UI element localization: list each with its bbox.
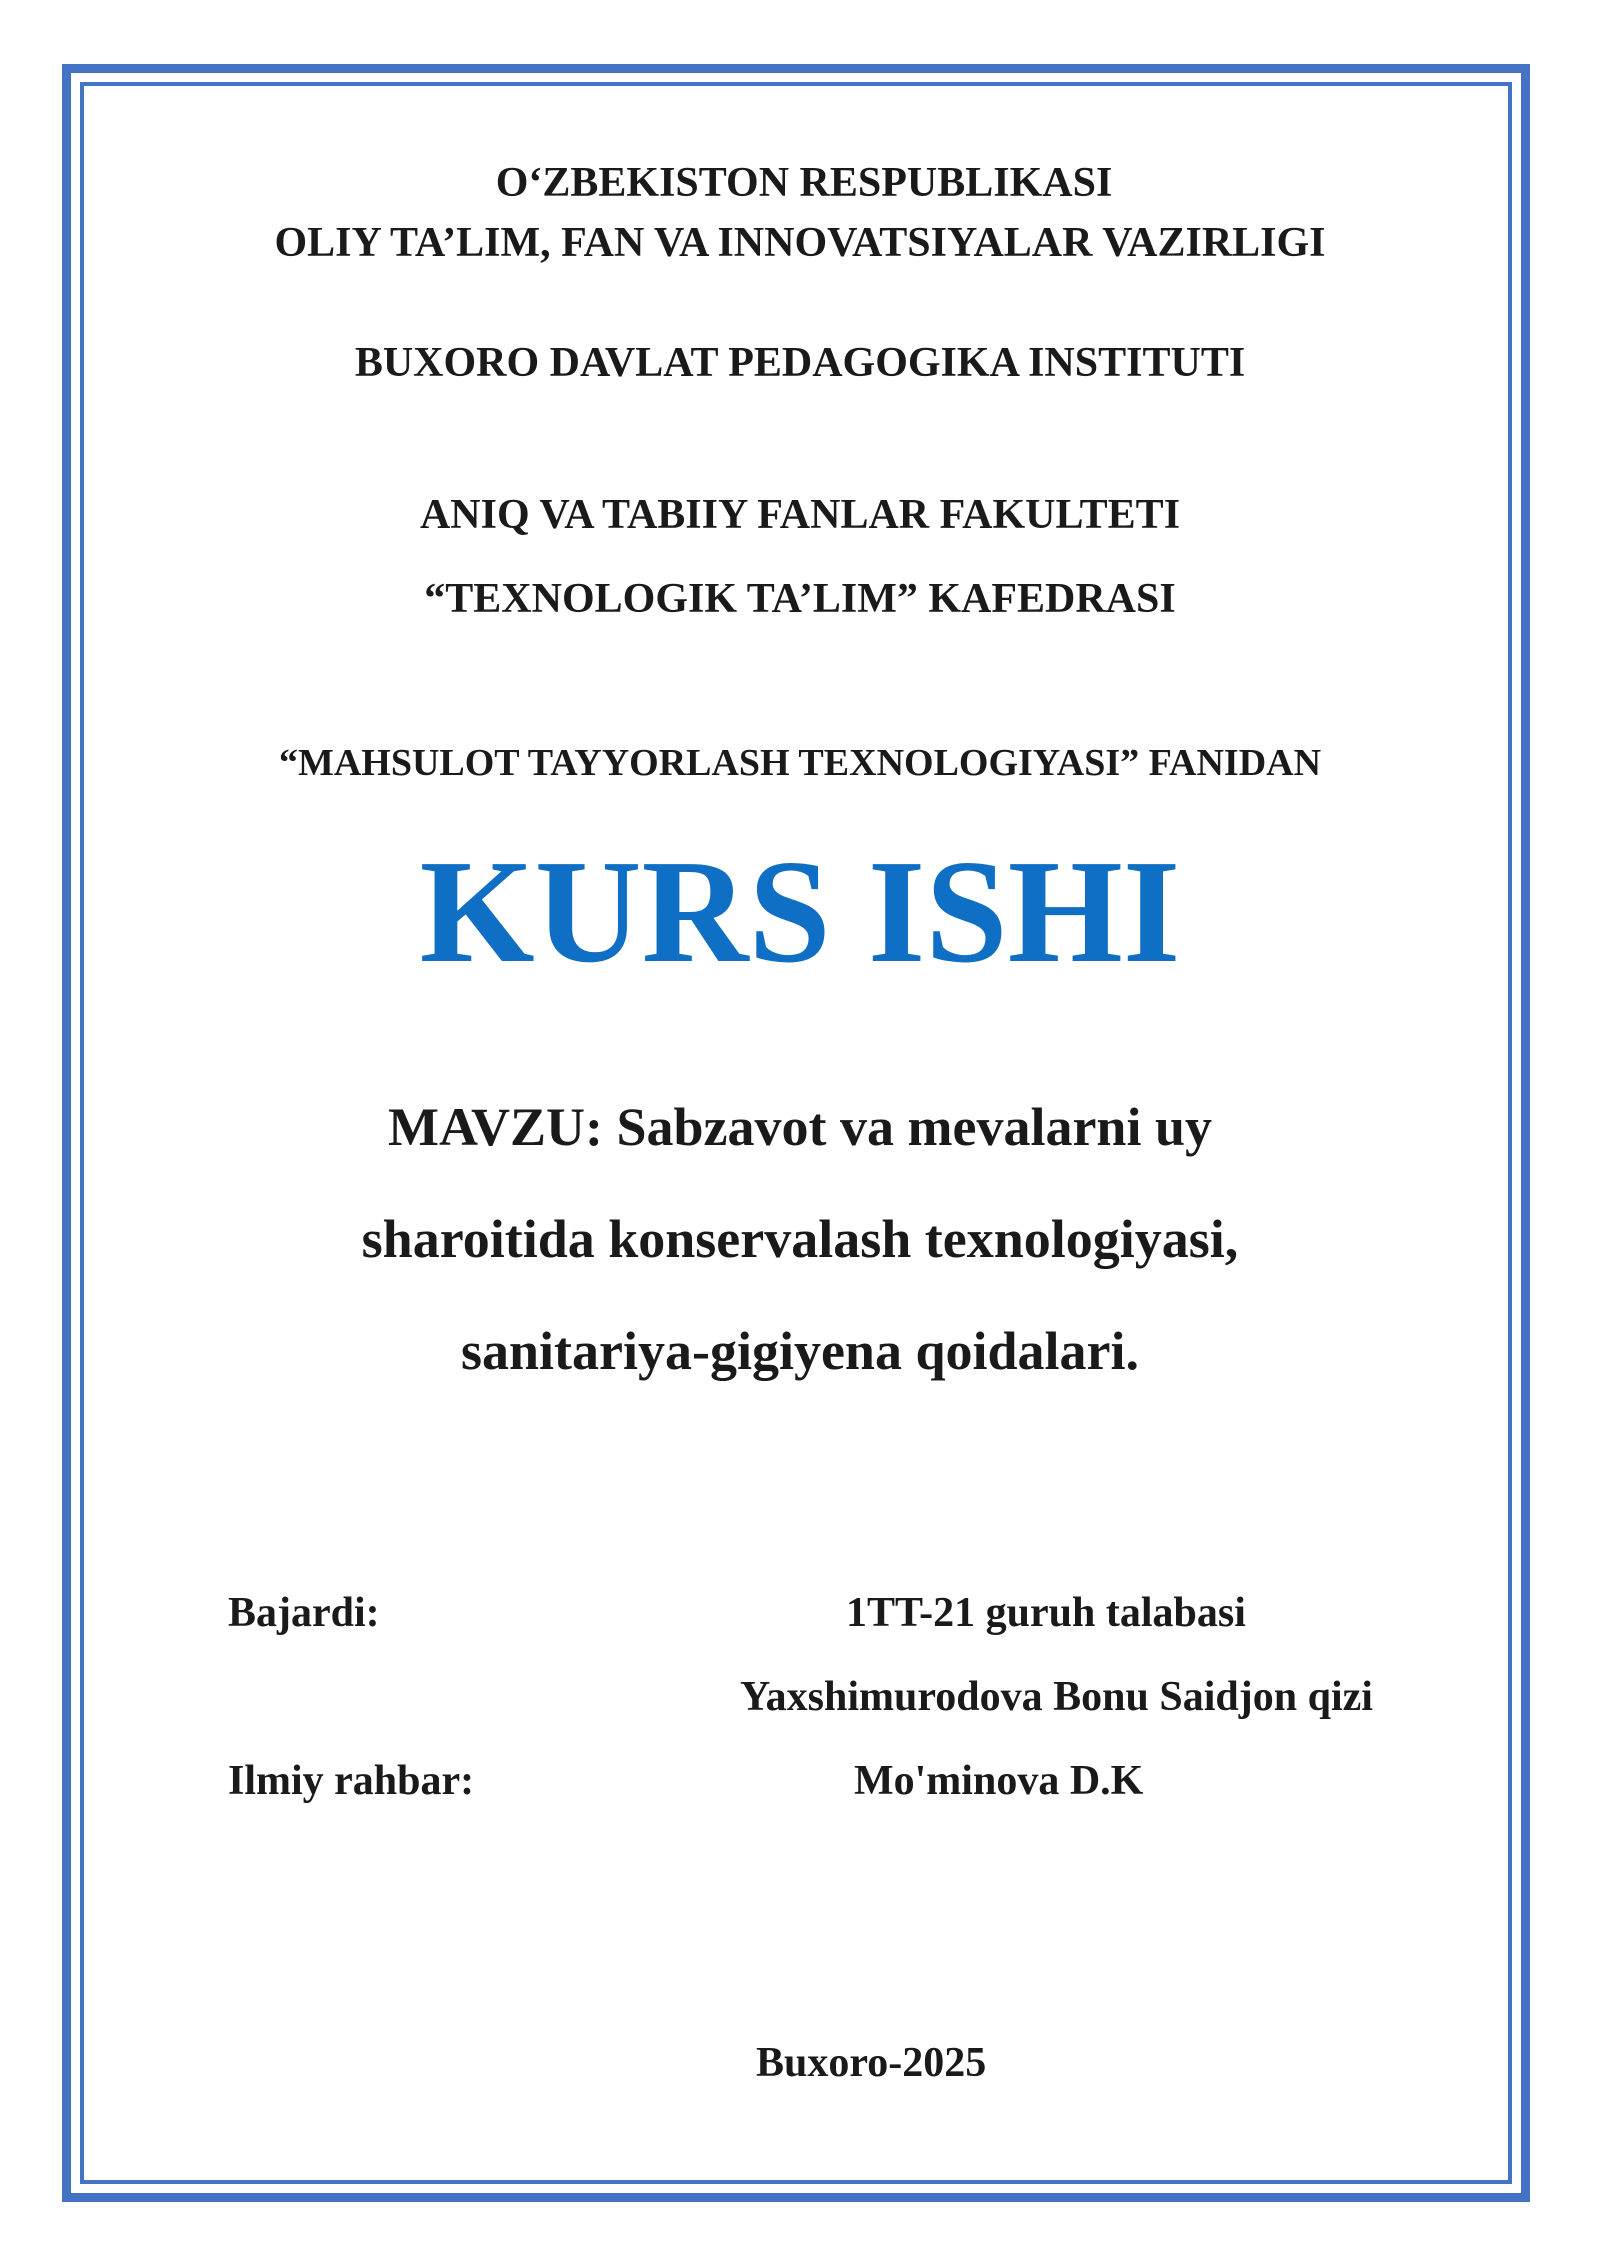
topic-line-3: sanitariya-gigiyena qoidalari.: [460, 1321, 1140, 1381]
department-heading: “TEXNOLOGIK TA’LIM” KAFEDRASI: [424, 576, 1176, 622]
topic-line-1: MAVZU: Sabzavot va mevalarni uy: [387, 1097, 1212, 1157]
institute-heading: BUXORO DAVLAT PEDAGOGIKA INSTITUTI: [354, 340, 1246, 386]
place-year: Buxoro-2025: [756, 2040, 987, 2086]
republic-heading: O‘ZBEKISTON RESPUBLIKASI: [495, 160, 1113, 206]
subject-line: “MAHSULOT TAYYORLASH TEXNOLOGIYASI” FANIDAN: [278, 742, 1322, 784]
supervisor-label: Ilmiy rahbar:: [228, 1758, 475, 1804]
student-name: Yaxshimurodova Bonu Saidjon qizi: [740, 1674, 1373, 1720]
performed-by-label: Bajardi:: [228, 1590, 380, 1636]
faculty-heading: ANIQ VA TABIIY FANLAR FAKULTETI: [419, 492, 1181, 538]
student-group: 1TT-21 guruh talabasi: [846, 1590, 1246, 1636]
document-title: KURS ISHI: [419, 830, 1181, 994]
ministry-heading: OLIY TA’LIM, FAN VA INNOVATSIYALAR VAZIRLIGI: [274, 220, 1326, 266]
supervisor-name: Mo'minova D.K: [854, 1758, 1144, 1804]
topic-line-2: sharoitida konservalash texnologiyasi,: [361, 1209, 1239, 1269]
